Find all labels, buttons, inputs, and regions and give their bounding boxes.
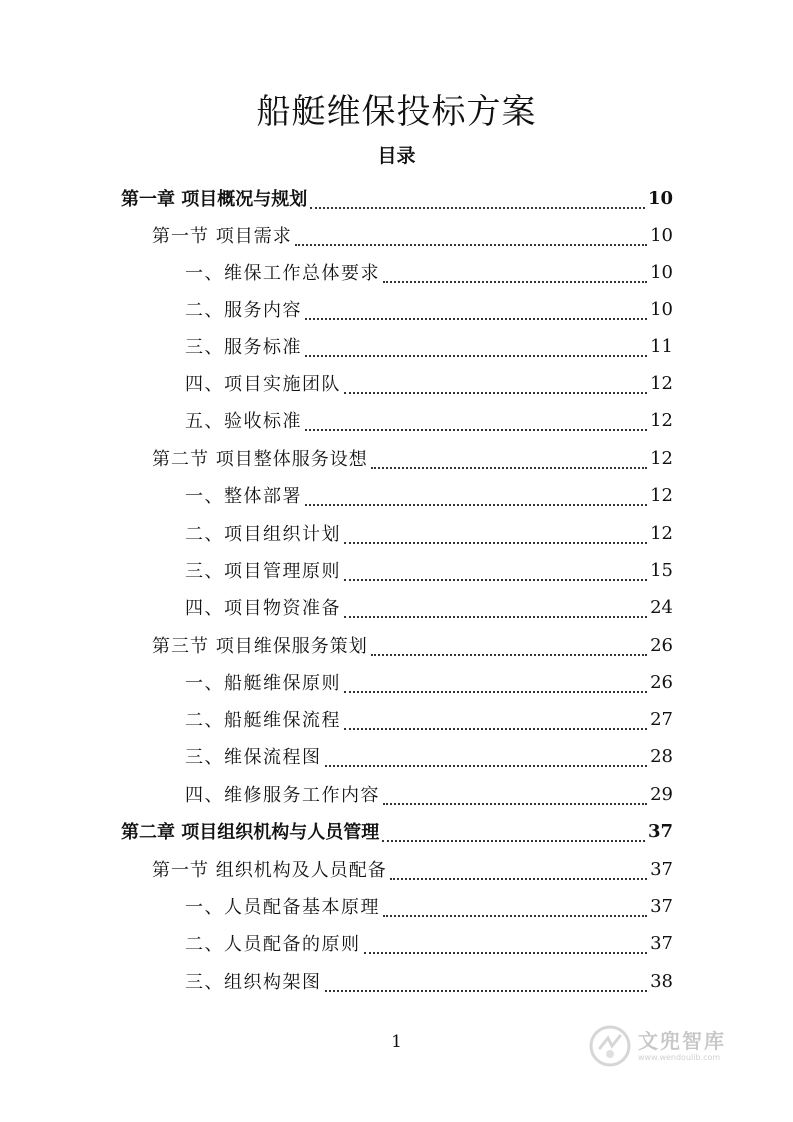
page-title: 船艇维保投标方案 [256,92,537,132]
page-number: 1 [391,1032,402,1052]
toc-entry[interactable] [185,664,673,700]
toc-entry-page: 15 [650,559,673,581]
toc-entry-page: 12 [650,447,673,469]
toc-entry-label: 四、项目实施团队 [185,374,341,395]
toc-entry-label: 第一节 项目需求 [152,226,292,247]
toc-leader-dots [371,455,647,469]
toc-entry-label: 二、项目组织计划 [185,524,341,545]
toc-entry-label: 三、项目管理原则 [185,561,341,582]
toc-entry[interactable] [185,254,673,290]
toc-entry-page: 24 [650,596,673,618]
toc-entry-label: 第一节 组织机构及人员配备 [152,860,387,881]
toc-entry-page: 29 [650,783,673,805]
toc-entry[interactable] [121,813,673,849]
toc-entry[interactable] [185,925,673,961]
toc-entry[interactable] [185,477,673,513]
toc-entry-label: 五、验收标准 [185,411,302,432]
toc-leader-dots [305,492,647,506]
toc-entry-label: 第三节 项目维保服务策划 [152,636,368,657]
toc-entry[interactable] [152,851,673,887]
toc-entry[interactable] [152,440,673,476]
toc-entry-page: 12 [650,372,673,394]
toc-entry[interactable] [185,888,673,924]
toc-entry-page: 10 [650,224,673,246]
toc-leader-dots [383,269,647,283]
toc-entry-page: 12 [650,484,673,506]
toc-entry[interactable] [185,402,673,438]
toc-entry[interactable] [185,365,673,401]
watermark-url: www.wendoulib.com [638,1053,721,1062]
watermark-name: 文兜智库 [638,1029,726,1053]
toc-entry-page: 10 [650,261,673,283]
toc-leader-dots [364,940,648,954]
toc-leader-dots [344,380,647,394]
toc-entry[interactable] [185,701,673,737]
toc-entry-label: 三、维保流程图 [185,747,322,768]
toc-entry-label: 第二章 项目组织机构与人员管理 [121,822,380,843]
toc-leader-dots [344,716,647,730]
toc-entry-page: 10 [650,298,673,320]
toc-entry-label: 一、船艇维保原则 [185,673,341,694]
toc-entry-page: 37 [650,895,673,917]
toc-entry[interactable] [185,328,673,364]
toc-entry-page: 28 [650,745,673,767]
toc-leader-dots [325,753,648,767]
toc-entry[interactable] [185,776,673,812]
toc-entry-label: 二、服务内容 [185,300,302,321]
toc-entry-label: 一、整体部署 [185,486,302,507]
watermark [588,1018,758,1074]
toc-entry-page: 37 [650,932,673,954]
toc-leader-dots [325,978,648,992]
toc-leader-dots [305,343,647,357]
toc-entry-label: 第一章 项目概况与规划 [121,189,308,210]
toc-entry-label: 三、服务标准 [185,337,302,358]
toc-leader-dots [390,866,647,880]
toc-leader-dots [371,642,647,656]
toc-entry-label: 四、维修服务工作内容 [185,785,380,806]
toc-entry-page: 26 [650,671,673,693]
toc-entry[interactable] [185,589,673,625]
toc-entry[interactable] [185,515,673,551]
toc-entry-label: 三、组织构架图 [185,972,322,993]
toc-entry-page: 12 [650,522,673,544]
toc-leader-dots [383,791,647,805]
toc-entry-label: 二、人员配备的原则 [185,934,361,955]
toc-entry-label: 二、船艇维保流程 [185,710,341,731]
toc-entry-label: 四、项目物资准备 [185,598,341,619]
toc-entry-page: 37 [650,858,673,880]
toc-leader-dots [295,232,647,246]
toc-leader-dots [310,195,645,209]
toc-leader-dots [344,567,647,581]
toc-leader-dots [383,903,647,917]
toc-entry[interactable] [152,627,673,663]
toc-entry[interactable] [185,963,673,999]
toc-entry[interactable] [185,291,673,327]
toc-entry-page: 10 [647,187,673,209]
toc-heading: 目录 [377,145,416,167]
toc-entry-label: 一、人员配备基本原理 [185,897,380,918]
toc-entry-page: 12 [650,409,673,431]
toc-entry[interactable] [185,738,673,774]
toc-leader-dots [305,306,647,320]
toc-entry-page: 27 [650,708,673,730]
toc-leader-dots [344,604,647,618]
toc-entry[interactable] [121,180,673,216]
watermark-logo-icon [588,1024,632,1068]
toc-leader-dots [344,679,647,693]
toc-leader-dots [382,828,645,842]
toc-entry-label: 第二节 项目整体服务设想 [152,449,368,470]
toc-entry-page: 37 [647,820,673,842]
toc-entry-label: 一、维保工作总体要求 [185,263,380,284]
toc-leader-dots [305,417,647,431]
toc-entry[interactable] [185,552,673,588]
toc-entry-page: 11 [650,335,673,357]
toc-entry-page: 38 [650,970,673,992]
toc-leader-dots [344,530,647,544]
toc-entry-page: 26 [650,634,673,656]
toc-entry[interactable] [152,217,673,253]
